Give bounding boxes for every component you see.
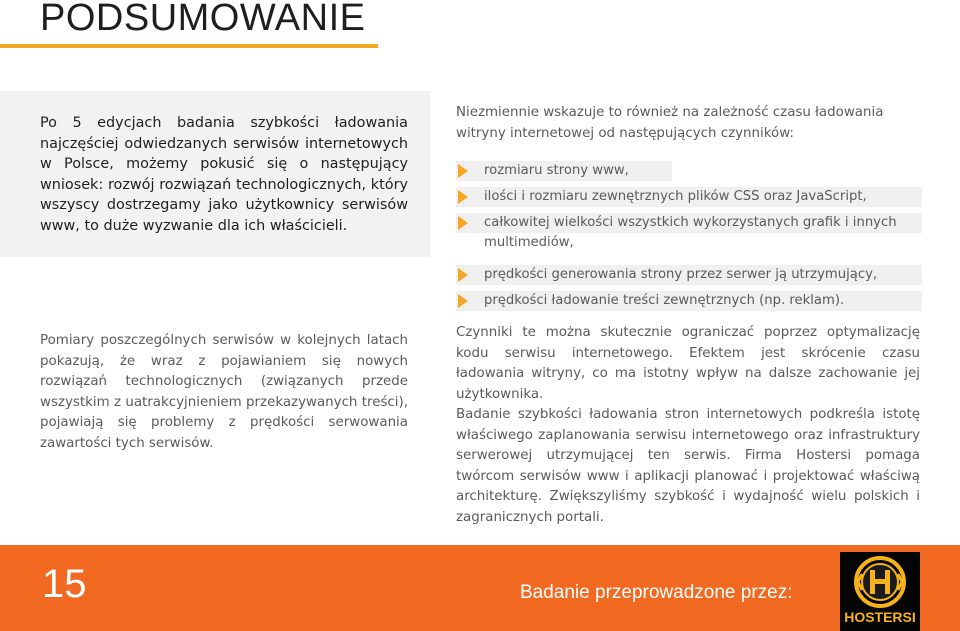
optimization-paragraph: Czynniki te można skutecznie ograniczać poprzez optymalizację kodu serwisu internetowego. Efektem jest skrócenie czasu ładowania witryny, co ma istotny wpływ na dalsze zachowanie jej użytkownika.: [456, 325, 920, 402]
footer-bar: [0, 545, 960, 631]
arrow-right-icon: [458, 164, 468, 178]
footer-label: Badanie przeprowadzone przez:: [520, 582, 793, 603]
list-item: rozmiaru strony www,: [456, 161, 922, 181]
title-underline: [0, 44, 378, 48]
svg-text:HOSTERSI: HOSTERSI: [844, 609, 916, 625]
arrow-right-icon: [458, 294, 468, 308]
list-item: prędkości generowania strony przez serwer ją utrzymujący,: [456, 265, 922, 285]
intro-text: Po 5 edycjach badania szybkości ładowania najczęściej odwiedzanych serwisów internetowych w Polsce, możemy pokusić się o następujący wniosek: rozwój rozwiązań technologicznych, który wszyscy dostrzegamy jako użytkownicy serwisów www, to duże wyzwanie dla ich właścicieli.: [40, 115, 408, 234]
factors-intro: Niezmiennie wskazuje to również na zależność czasu ładowania witryny internetowej od następujących czynników:: [456, 105, 884, 141]
page-number: 15: [42, 562, 87, 606]
list-item: prędkości ładowanie treści zewnętrznych (np. reklam).: [456, 291, 922, 311]
hostersi-logo-icon: [840, 552, 920, 631]
arrow-right-icon: [458, 216, 468, 230]
list-item: całkowitej wielkości wszystkich wykorzystanych grafik i innych multimediów,: [456, 213, 922, 253]
page-title: PODSUMOWANIE: [40, 0, 366, 39]
hostersi-logo: [840, 552, 920, 631]
hostersi-paragraph: Badanie szybkości ładowania stron internetowych podkreśla istotę właściwego zaplanowania serwisu internetowego oraz infrastruktury serwerowej utrzymującej ten serwis. Firma Hostersi pomaga twórcom serwisów www i aplikacji planować i projektować właściwą architekturę. Zwiększyliśmy szybkość i wydajność wielu polskich i zagranicznych portali.: [456, 407, 920, 525]
measurements-paragraph: Pomiary poszczególnych serwisów w kolejnych latach pokazują, że wraz z pojawianiem się nowych rozwiązań technologicznych (związanych przede wszystkim z uatrakcyjnieniem przekazywanych treści), pojawiają się problemy z prędkości serwowania zawartości tych serwisów.: [40, 333, 408, 451]
arrow-right-icon: [458, 190, 468, 204]
factors-list: [456, 161, 922, 317]
arrow-right-icon: [458, 268, 468, 282]
list-item: ilości i rozmiaru zewnętrznych plików CSS oraz JavaScript,: [456, 187, 922, 207]
